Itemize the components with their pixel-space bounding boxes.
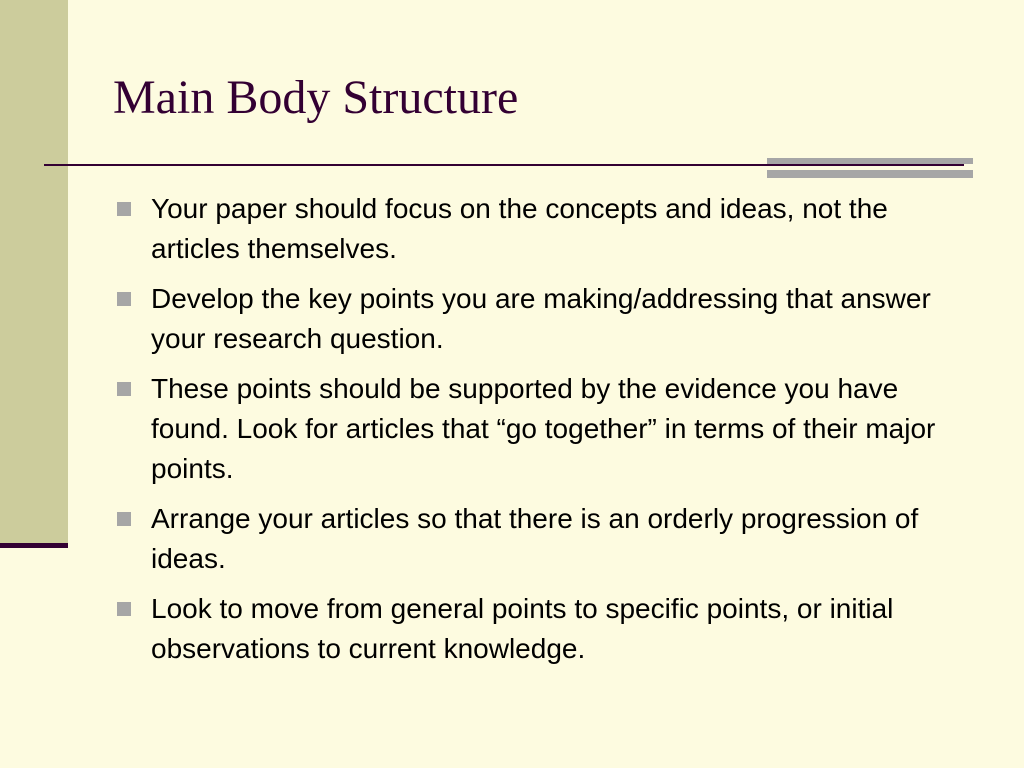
bullet-item: [116, 589, 976, 669]
slide-title: Main Body Structure: [113, 71, 519, 124]
square-bullet-icon: [117, 512, 131, 526]
square-bullet-icon: [117, 382, 131, 396]
bullet-item: [116, 499, 976, 579]
square-bullet-icon: [117, 202, 131, 216]
bullet-text: Arrange your articles so that there is an orderly progression of ideas.: [151, 503, 919, 574]
bullet-list: [116, 189, 976, 679]
left-decorative-band: [0, 0, 68, 548]
square-bullet-icon: [117, 292, 131, 306]
bullet-text: These points should be supported by the evidence you have found. Look for articles that “go together” in terms of their major points.: [151, 373, 936, 484]
bullet-item: [116, 189, 976, 269]
bullet-item: [116, 369, 976, 489]
bullet-item: [116, 279, 976, 359]
bullet-text: Develop the key points you are making/addressing that answer your research question.: [151, 283, 931, 354]
decorative-gray-bar-bottom: [767, 170, 973, 178]
square-bullet-icon: [117, 602, 131, 616]
title-divider: [44, 164, 964, 166]
bullet-text: Look to move from general points to specific points, or initial observations to current knowledge.: [151, 593, 894, 664]
decorative-gray-bar-top: [767, 158, 973, 164]
left-accent-line: [0, 543, 68, 548]
bullet-text: Your paper should focus on the concepts and ideas, not the articles themselves.: [151, 193, 888, 264]
